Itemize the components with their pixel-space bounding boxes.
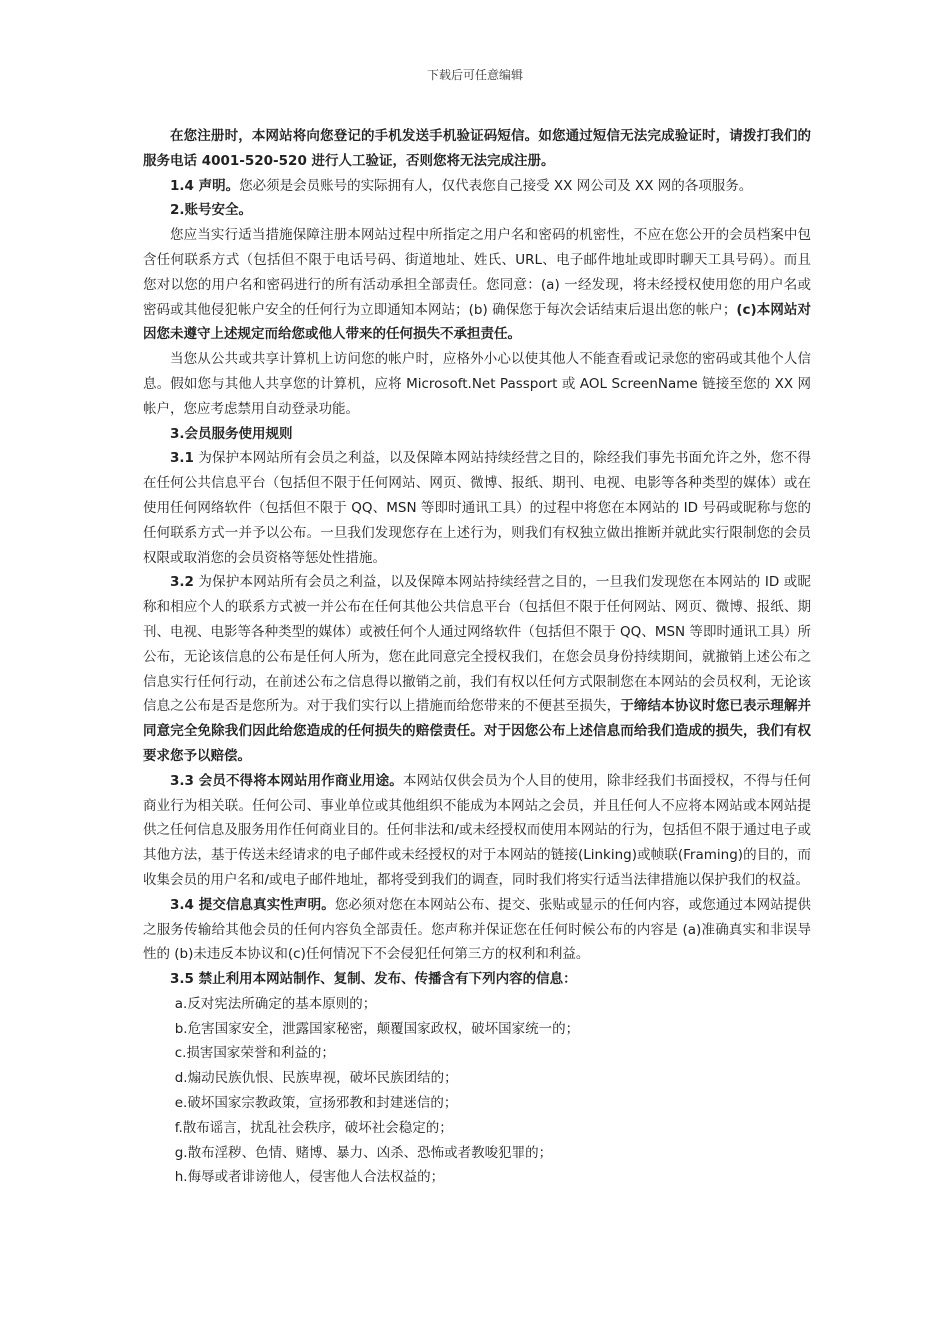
- paragraph-public-computer: 当您从公共或共享计算机上访问您的帐户时，应格外小心以使其他人不能查看或记录您的密码或其他个人信息。假如您与其他人共享您的计算机，应将 Microsoft.Net Passport 或 AOL ScreenName 链接至您的 XX 网帐户，您应考虑禁用自动登录功能。: [143, 351, 811, 417]
- section-label-3-3: 3.3 会员不得将本网站用作商业用途。: [170, 772, 403, 789]
- paragraph-text-1-4: 您必须是会员账号的实际拥有人，仅代表您自己接受 XX 网公司及 XX 网的各项服务。: [239, 177, 753, 194]
- section-label-3-4: 3.4 提交信息真实性声明。: [170, 896, 335, 913]
- list-item: g.散布淫秽、色情、赌博、暴力、凶杀、恐怖或者教唆犯罪的；: [174, 1144, 553, 1161]
- paragraph-text-3-1: 为保护本网站所有会员之利益，以及保障本网站持续经营之目的，除经我们事先书面允许之外，您不得在任何公共信息平台（包括但不限于任何网站、网页、微博、报纸、期刊、电视、电影等各种类型的媒体）或在使用任何网络软件（包括但不限于 QQ、MSN 等即时通讯工具）的过程中将您在本网站的 ID 号码或昵称与您的任何联系方式一并予以公布。一旦我们发现您存在上述行为，则我们有权独立做出推断并就此实行限制您的会员权限或取消您的会员资格等惩处性措施。: [143, 450, 811, 566]
- paragraph-bold-account-security: (c)本网站对因您未遵守上述规定而给您或他人带来的任何损失不承担责任。: [143, 301, 811, 343]
- document-body: [143, 124, 811, 1190]
- paragraph-text-3-4: 您必须对您在本网站公布、提交、张贴或显示的任何内容，或您通过本网站提供之服务传输给其他会员的任何内容负全部责任。您声称并保证您在任何时候公布的内容是 (a)准确真实和非误导性的 (b)未违反本协议和(c)任何情况下不会侵犯任何第三方的权利和利益。: [143, 896, 811, 963]
- section-label-1-4: 1.4 声明。: [170, 177, 240, 194]
- paragraph-text-3-3: 本网站仅供会员为个人目的使用，除非经我们书面授权，不得与任何商业行为相关联。任何公司、事业单位或其他组织不能成为本网站之会员，并且任何人不应将本网站或本网站提供之任何信息及服务用作任何商业目的。任何非法和/或未经授权而使用本网站的行为，包括但不限于通过电子或其他方法，基于传送未经请求的电子邮件或未经授权的对于本网站的链接(Linking)或帧联(Framing)的目的，而收集会员的用户名和/或电子邮件地址，都将受到我们的调查，同时我们将实行适当法律措施以保护我们的权益。: [143, 772, 812, 888]
- list-item: d.煽动民族仇恨、民族卑视，破坏民族团结的；: [174, 1070, 458, 1087]
- paragraph-account-security: [143, 223, 811, 347]
- paragraph-3-3: [143, 769, 811, 893]
- paragraph-3-1: [143, 446, 811, 570]
- list-item: b.危害国家安全，泄露国家秘密，颠覆国家政权，破坏国家统一的；: [174, 1020, 580, 1037]
- paragraph-bold-3-2: 于缔结本协议时您已表示理解并同意完全免除我们因此给您造成的任何损失的赔偿责任。对于因您公布上述信息而给我们造成的损失，我们有权要求您予以赔偿。: [143, 698, 812, 764]
- paragraph-3-2: [143, 570, 811, 768]
- list-item: h.侮辱或者诽谤他人，侵害他人合法权益的；: [174, 1169, 445, 1186]
- paragraph-1-4-declaration: [143, 174, 811, 199]
- list-item: a.反对宪法所确定的基本原则的；: [174, 995, 377, 1012]
- section-label-3-1: 3.1: [170, 450, 194, 467]
- list-item: f.散布谣言，扰乱社会秩序，破坏社会稳定的；: [174, 1119, 453, 1136]
- list-item: c.损害国家荣誉和利益的；: [174, 1045, 335, 1062]
- paragraph-registration-verification: 在您注册时，本网站将向您登记的手机发送手机验证码短信。如您通过短信无法完成验证时，请拨打我们的服务电话 4001-520-520 进行人工验证，否则您将无法完成注册。: [143, 128, 811, 169]
- section-heading-3-5: 3.5 禁止利用本网站制作、复制、发布、传播含有下列内容的信息：: [170, 971, 577, 988]
- section-label-3-2: 3.2: [170, 574, 194, 591]
- page-header-note: 下载后可任意编辑: [426, 68, 523, 82]
- section-heading-3: 3.会员服务使用规则: [170, 425, 293, 442]
- paragraph-text-3-2: 为保护本网站所有会员之利益，以及保障本网站持续经营之目的，一旦我们发现您在本网站的 ID 或昵称和相应个人的联系方式被一并公布在任何其他公共信息平台（包括但不限于任何网站、网页、微博、报纸、期刊、电视、电影等各种类型的媒体）或被任何个人通过网络软件（包括但不限于 QQ、MSN 等即时通讯工具）所公布，无论该信息的公布是任何人所为，您在此同意完全授权我们，在您会员身份持续期间，就撤销上述公布之信息实行任何行动，在前述公布之信息得以撤销之前，我们有权以任何方式限制您在本网站的会员权利，无论该信息之公布是否是您所为。对于我们实行以上措施而给您带来的不便甚至损失，: [143, 574, 811, 715]
- list-item: e.破坏国家宗教政策，宣扬邪教和封建迷信的；: [174, 1095, 458, 1112]
- paragraph-3-4: [143, 893, 811, 967]
- paragraph-text-account-security: 您应当实行适当措施保障注册本网站过程中所指定之用户名和密码的机密性，不应在您公开的会员档案中包含任何联系方式（包括但不限于电话号码、街道地址、姓氏、URL、电子邮件地址或即时聊天工具号码）。而且您对以您的用户名和密码进行的所有活动承担全部责任。您同意：(a) 一经发现，将未经授权使用您的用户名或密码或其他侵犯帐户安全的任何行为立即通知本网站；(b) 确保您于每次会话结束后退出您的帐户；: [143, 227, 811, 318]
- section-heading-2: 2.账号安全。: [170, 202, 253, 219]
